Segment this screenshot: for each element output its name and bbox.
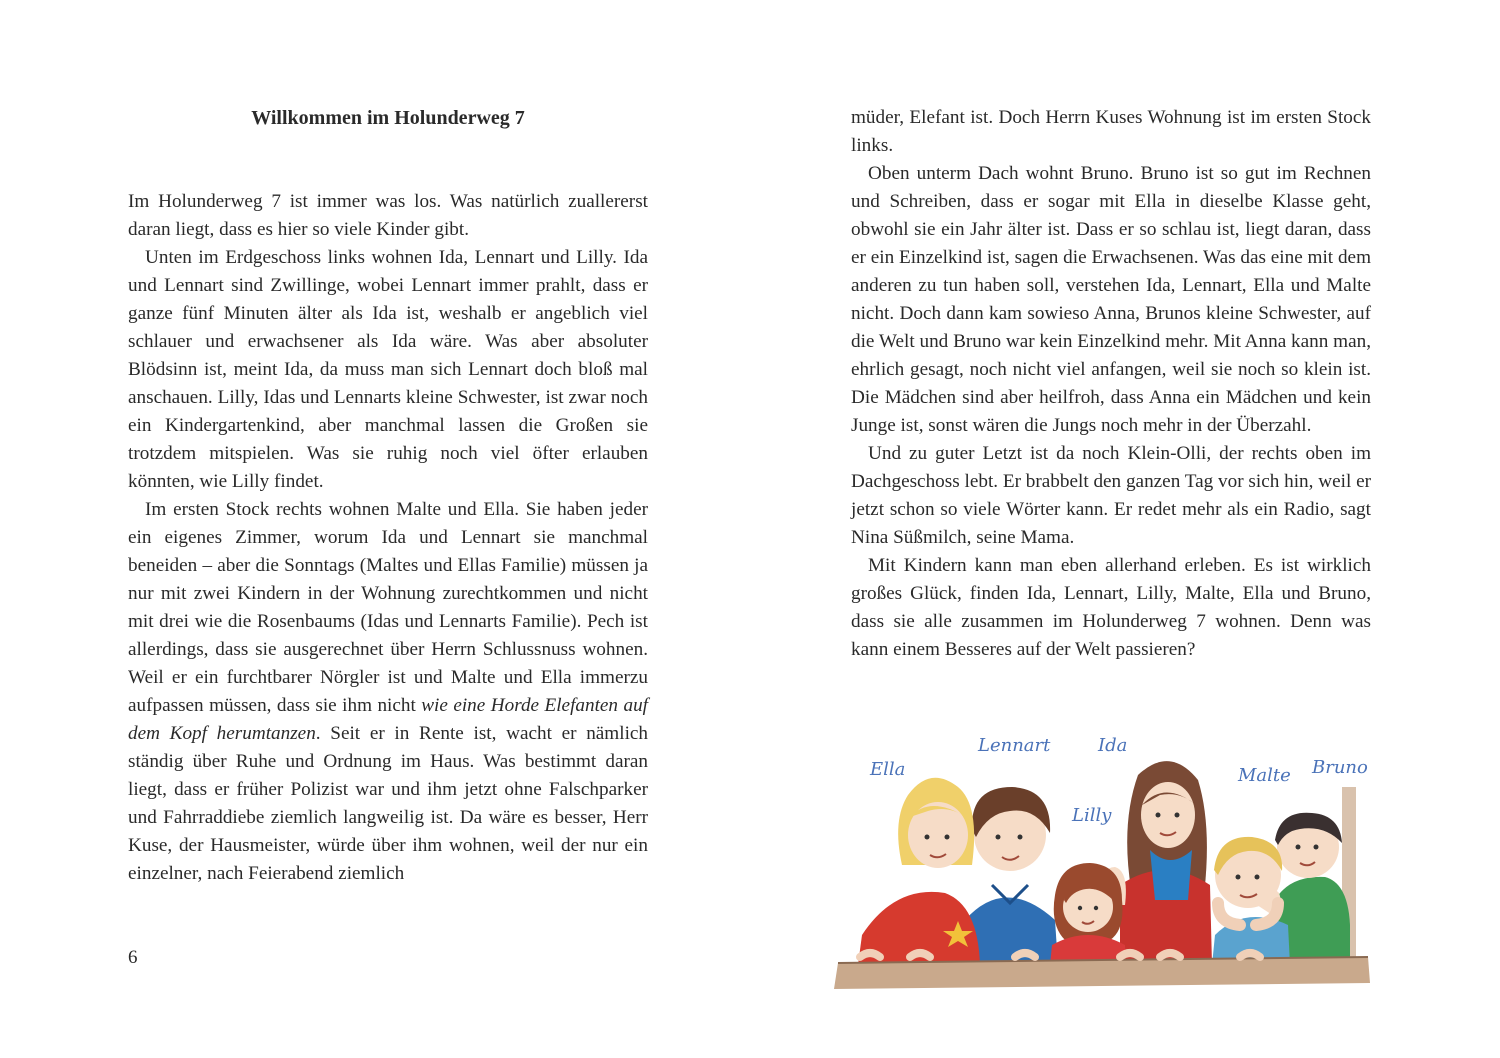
text-segment: Und zu guter Letzt ist da noch Klein-Olli, der rechts oben im Dachgeschoss lebt. Er brabbelt den ganzen Tag vor sich hin, weil er jetzt schon so viele Wörter kann. Er redet mehr als ein Radio, sagt Nina Süßmilch, seine Mama. [851,443,1371,548]
name-label-bruno: Bruno [1312,757,1368,778]
name-label-malte: Malte [1238,765,1291,786]
text-segment: Unten im Erdgeschoss links wohnen Ida, Lennart und Lilly. Ida und Lennart sind Zwillinge, wobei Lennart immer prahlt, dass er ganze fünf Minuten älter als Ida ist, weshalb er angeblich viel schlauer und erwachsener als Ida wäre. Was aber absoluter Blödsinn ist, meint Ida, da muss man sich Lennart doch bloß mal anschauen. Lilly, Idas und Lennarts kleine Schwester, ist zwar noch ein Kindergartenkind, aber manchmal lassen die Großen sie trotzdem mitspielen. Was sie ruhig noch viel öfter erlauben könnten, wie Lilly findet. [128,247,648,492]
paragraph [851,104,1371,160]
text-segment: Im ersten Stock rechts wohnen Malte und Ella. Sie haben jeder ein eigenes Zimmer, worum Ida und Lennart sie manchmal beneiden – aber die Sonntags (Maltes und Ellas Familie) müssen ja nur mit zwei Kindern in der Wohnung zurechtkommen und nicht mit drei wie die Rosenbaums (Idas und Lennarts Familie). Pech ist allerdings, dass sie ausgerechnet über Herrn Schlussnuss wohnen. Weil er ein furchtbarer Nörgler ist und Malte und Ella immerzu aufpassen müssen, dass sie ihm nicht [128,499,648,716]
paragraph [128,188,648,244]
paragraph [128,496,648,888]
right-page [750,0,1500,1058]
right-text-column [851,104,1371,664]
child-malte [1212,837,1290,965]
paragraph [851,440,1371,552]
text-segment: müder, Elefant ist. Doch Herrn Kuses Wohnung ist im ersten Stock links. [851,107,1371,156]
text-segment: Oben unterm Dach wohnt Bruno. Bruno ist so gut im Rechnen und Schreiben, dass er sogar mit Ella in dieselbe Klasse geht, obwohl sie ein Jahr älter ist. Dass er so schlau ist, liegt daran, dass er ein Einzelkind ist, sagen die Erwachsenen. Was das eine mit dem anderen zu tun haben soll, verstehen Ida, Lennart, Ella und Malte nicht. Doch dann kam sowieso Anna, Brunos kleine Schwester, auf die Welt und Bruno war kein Einzelkind mehr. Mit Anna kann man, ehrlich gesagt, noch nicht viel anfangen, weil sie noch so klein ist. Die Mädchen sind aber heilfroh, dass Anna ein Mädchen und kein Junge ist, sonst wären die Jungs noch mehr in der Überzahl. [851,163,1371,436]
chapter-title: Willkommen im Holunderweg 7 [251,107,525,129]
left-text-column [128,188,648,888]
name-label-lennart: Lennart [978,735,1051,756]
paragraph [851,552,1371,664]
children-illustration [820,725,1390,995]
child-lilly [1050,863,1126,965]
text-segment: . Seit er in Rente ist, wacht er nämlich ständig über Ruhe und Ordnung im Haus. Was bestimmt daran liegt, dass er früher Polizist war und ihm jetzt ohne Falschparker und Fahrraddiebe ziemlich langweilig ist. Da wäre es besser, Herr Kuse, der Hausmeister, würde über ihm wohnen, weil der nur ein einzelner, nach Feierabend ziemlich [128,723,649,884]
paragraph [128,244,648,496]
page-number: 6 [128,947,138,968]
child-ella [858,778,980,965]
child-ida [1102,761,1213,965]
name-label-ida: Ida [1098,735,1128,756]
emphasized-text: wie eine Horde Elefanten auf dem Kopf herumtanzen [128,695,648,744]
text-segment: Mit Kindern kann man eben allerhand erleben. Es ist wirklich großes Glück, finden Ida, Lennart, Lilly, Malte, Ella und Bruno, dass sie alle zusammen im Holunderweg 7 wohnen. Denn was kann einem Besseres auf der Welt passieren? [851,555,1371,660]
name-label-ella: Ella [870,759,906,780]
text-segment: Im Holunderweg 7 ist immer was los. Was natürlich zuallererst daran liegt, dass es hier so viele Kinder gibt. [128,191,648,240]
paragraph [851,160,1371,440]
name-label-lilly: Lilly [1072,805,1112,826]
